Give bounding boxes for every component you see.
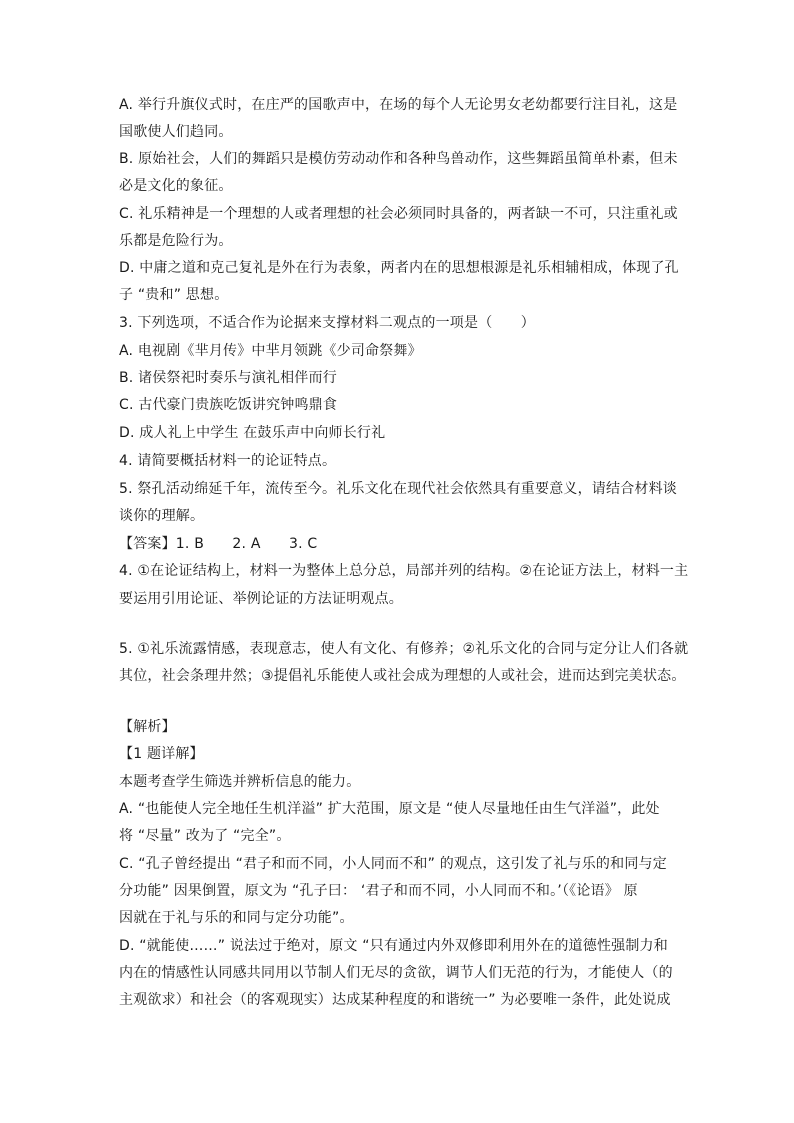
question-3-option-d: D. 成人礼上中学生 在鼓乐声中向师长行礼: [119, 425, 386, 441]
answer-key-line: 【答案】1. B 2. A 3. C: [119, 536, 318, 552]
analysis-q1-heading: 【1 题详解】: [119, 746, 204, 762]
option-d-text-line-1: D. 中庸之道和克己复礼是外在行为表象，两者内在的思想根源是礼乐相辅相成，体现了孔: [119, 260, 679, 276]
answer-5-line-1: 5. ①礼乐流露情感，表现意志，使人有文化、有修养；②礼乐文化的合同与定分让人们各就: [119, 641, 689, 657]
option-c-text-line-2: 乐都是危险行为。: [119, 233, 233, 249]
question-5-stem-line-1: 5. 祭孔活动绵延千年，流传至今。礼乐文化在现代社会依然具有重要意义，请结合材料谈: [119, 481, 678, 497]
analysis-d-line-3: 主观欲求）和社会（的客观现实）达成某种程度的和谐统一” 为必要唯一条件，此处说成: [119, 992, 671, 1008]
analysis-a-line-2: 将 “尽量” 改为了 “完全”。: [119, 828, 291, 844]
question-3-stem: 3. 下列选项，不适合作为论据来支撑材料二观点的一项是（ ）: [119, 315, 536, 331]
analysis-c-line-2: 分功能” 因果倒置，原文为 “孔子曰： ‘君子和而不同，小人同而不和。’（《论语》 原: [119, 883, 638, 899]
analysis-q1-intro: 本题考查学生筛选并辨析信息的能力。: [119, 774, 361, 790]
answer-4-line-2: 要运用引用论证、举例论证的方法证明观点。: [119, 591, 403, 607]
analysis-c-line-3: 因就在于礼与乐的和同与定分功能”。: [119, 910, 354, 926]
question-3-option-b: B. 诸侯祭祀时奏乐与演礼相伴而行: [119, 370, 337, 386]
analysis-c-line-1: C. “孔子曾经提出 “君子和而不同，小人同而不和” 的观点，这引发了礼与乐的和同与定: [119, 856, 667, 872]
question-3-option-c: C. 古代豪门贵族吃饭讲究钟鸣鼎食: [119, 397, 338, 413]
answer-4-line-1: 4. ①在论证结构上，材料一为整体上总分总，局部并列的结构。②在论证方法上，材料一主: [119, 563, 689, 579]
question-3-option-a: A. 电视剧《芈月传》中芈月领跳《少司命祭舞》: [119, 343, 422, 359]
question-4-stem: 4. 请简要概括材料一的论证特点。: [119, 453, 337, 469]
analysis-d-line-2: 内在的情感性认同感共同用以节制人们无尽的贪欲，调节人们无范的行为，才能使人（的: [119, 965, 673, 981]
option-a-text-line-1: A. 举行升旗仪式时，在庄严的国歌声中，在场的每个人无论男女老幼都要行注目礼，这是: [119, 97, 678, 113]
option-d-text-line-2: 子 “贵和” 思想。: [119, 287, 229, 303]
answer-5-line-2: 其位，社会条理井然；③提倡礼乐能使人或社会成为理想的人或社会，进而达到完美状态。: [119, 668, 686, 684]
analysis-a-line-1: A. “也能使人完全地任生机洋溢” 扩大范围，原文是 “使人尽量地任由生气洋溢”，此处: [119, 801, 660, 817]
analysis-d-line-1: D. “就能使……” 说法过于绝对，原文 “只有通过内外双修即利用外在的道德性强制力和: [119, 938, 668, 954]
option-b-text-line-1: B. 原始社会，人们的舞蹈只是模仿劳动动作和各种鸟兽动作，这些舞蹈虽简单朴素，但未: [119, 151, 678, 167]
option-b-text-line-2: 必是文化的象征。: [119, 178, 233, 194]
analysis-heading: 【解析】: [119, 719, 176, 735]
option-a-text-line-2: 国歌使人们趋同。: [119, 124, 233, 140]
option-c-text-line-1: C. 礼乐精神是一个理想的人或者理想的社会必须同时具备的，两者缺一不可，只注重礼或: [119, 206, 678, 222]
question-5-stem-line-2: 谈你的理解。: [119, 508, 205, 524]
